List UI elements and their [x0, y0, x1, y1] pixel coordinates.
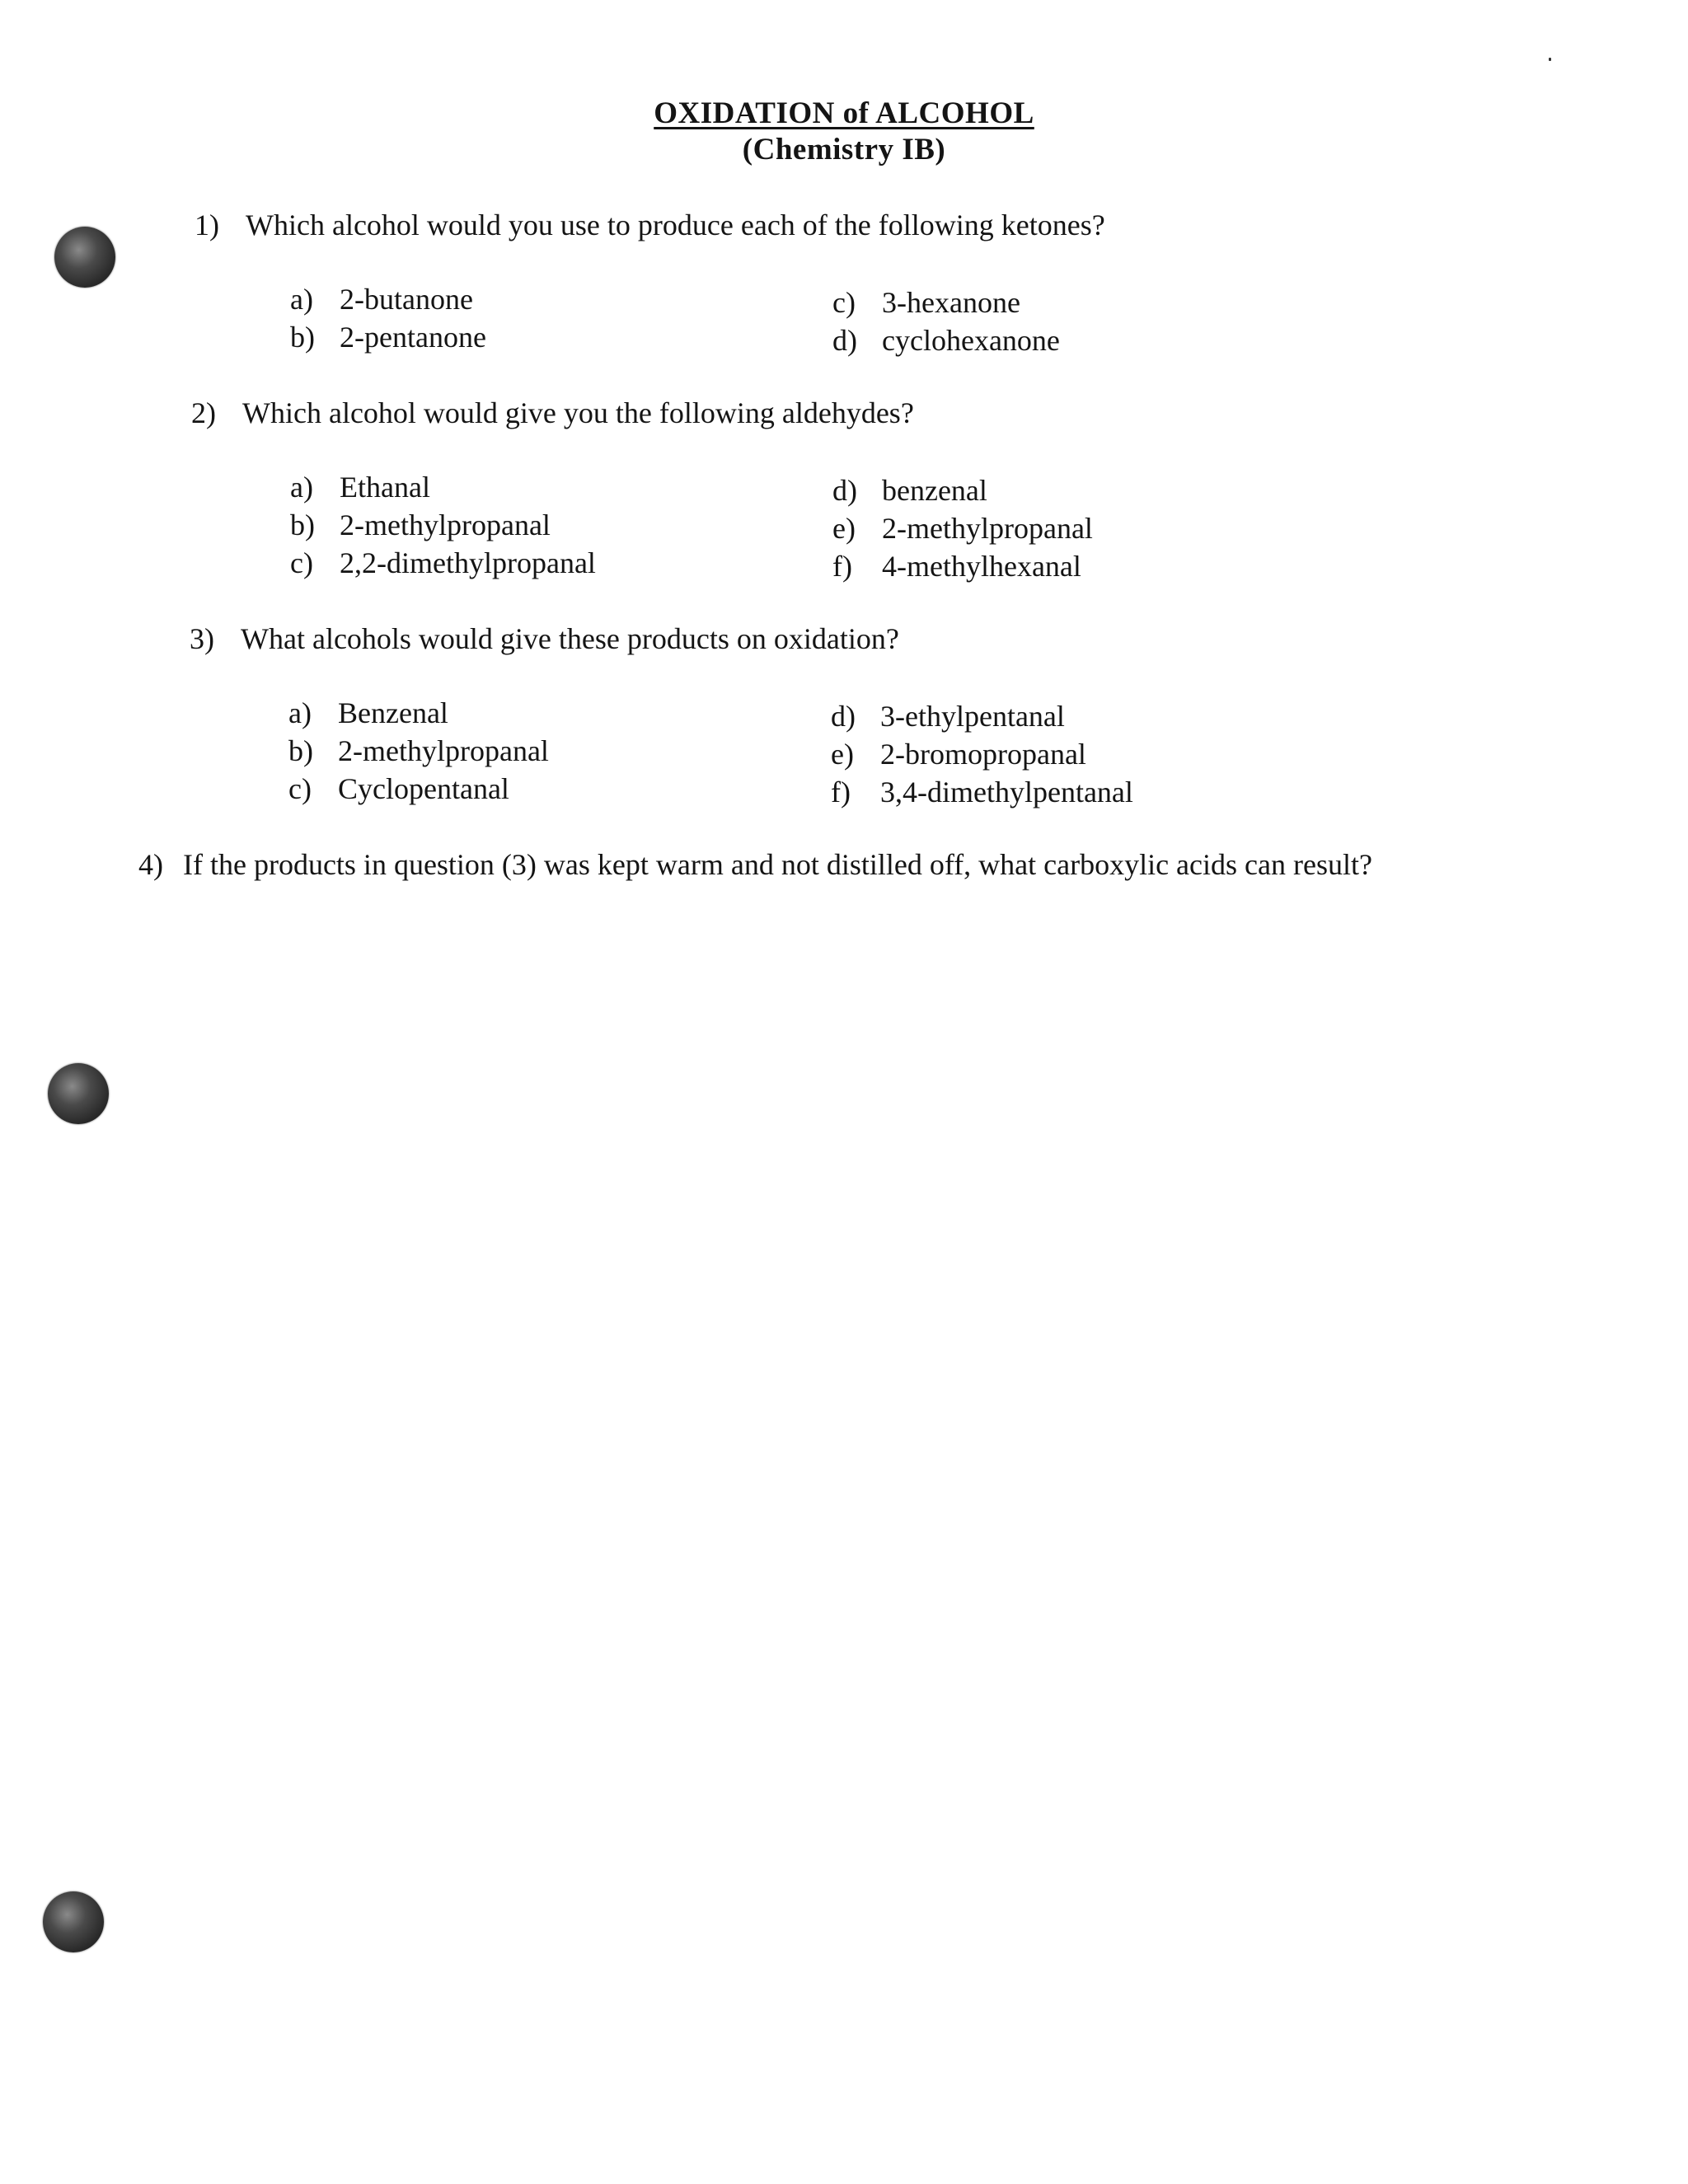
- question-2-option-f: f) 4-methylhexanal: [832, 550, 1081, 583]
- page-title: OXIDATION of ALCOHOL: [654, 96, 1034, 130]
- question-number: 1): [195, 209, 219, 241]
- question-3-option-f: f) 3,4-dimethylpentanal: [831, 776, 1133, 808]
- punch-hole-middle: [48, 1063, 109, 1124]
- question-1-option-b: b) 2-pentanone: [290, 321, 486, 354]
- question-text: Which alcohol would you use to produce each of the following ketones?: [246, 209, 1105, 241]
- question-2-option-d: d) benzenal: [832, 474, 987, 507]
- question-text: Which alcohol would give you the following aldehydes?: [242, 396, 914, 429]
- question-number: 2): [191, 396, 216, 429]
- question-1-option-a: a) 2-butanone: [290, 283, 473, 316]
- question-3-option-e: e) 2-bromopropanal: [831, 738, 1086, 771]
- question-number: 4): [138, 848, 163, 881]
- question-1-option-d: d) cyclohexanone: [832, 324, 1060, 357]
- question-1: [195, 208, 1105, 242]
- question-number: 3): [190, 622, 214, 655]
- question-2: [191, 396, 914, 430]
- question-4: [138, 847, 1372, 882]
- question-text: What alcohols would give these products on oxidation?: [241, 622, 899, 655]
- question-2-option-b: b) 2-methylpropanal: [290, 509, 551, 541]
- question-1-option-c: c) 3-hexanone: [832, 286, 1020, 319]
- question-3: [190, 621, 899, 656]
- punch-hole-bottom: [43, 1891, 104, 1952]
- punch-hole-top: [54, 227, 115, 288]
- page-subtitle: (Chemistry IB): [742, 133, 946, 166]
- question-2-option-e: e) 2-methylpropanal: [832, 512, 1093, 545]
- scan-speck: [1549, 58, 1551, 61]
- question-3-option-b: b) 2-methylpropanal: [288, 734, 549, 767]
- question-2-option-a: a) Ethanal: [290, 471, 430, 504]
- question-3-option-a: a) Benzenal: [288, 696, 448, 729]
- question-3-option-c: c) Cyclopentanal: [288, 772, 509, 805]
- question-text: If the products in question (3) was kept warm and not distilled off, what carboxylic acids can result?: [183, 848, 1372, 881]
- question-2-option-c: c) 2,2-dimethylpropanal: [290, 546, 596, 579]
- question-3-option-d: d) 3-ethylpentanal: [831, 700, 1065, 733]
